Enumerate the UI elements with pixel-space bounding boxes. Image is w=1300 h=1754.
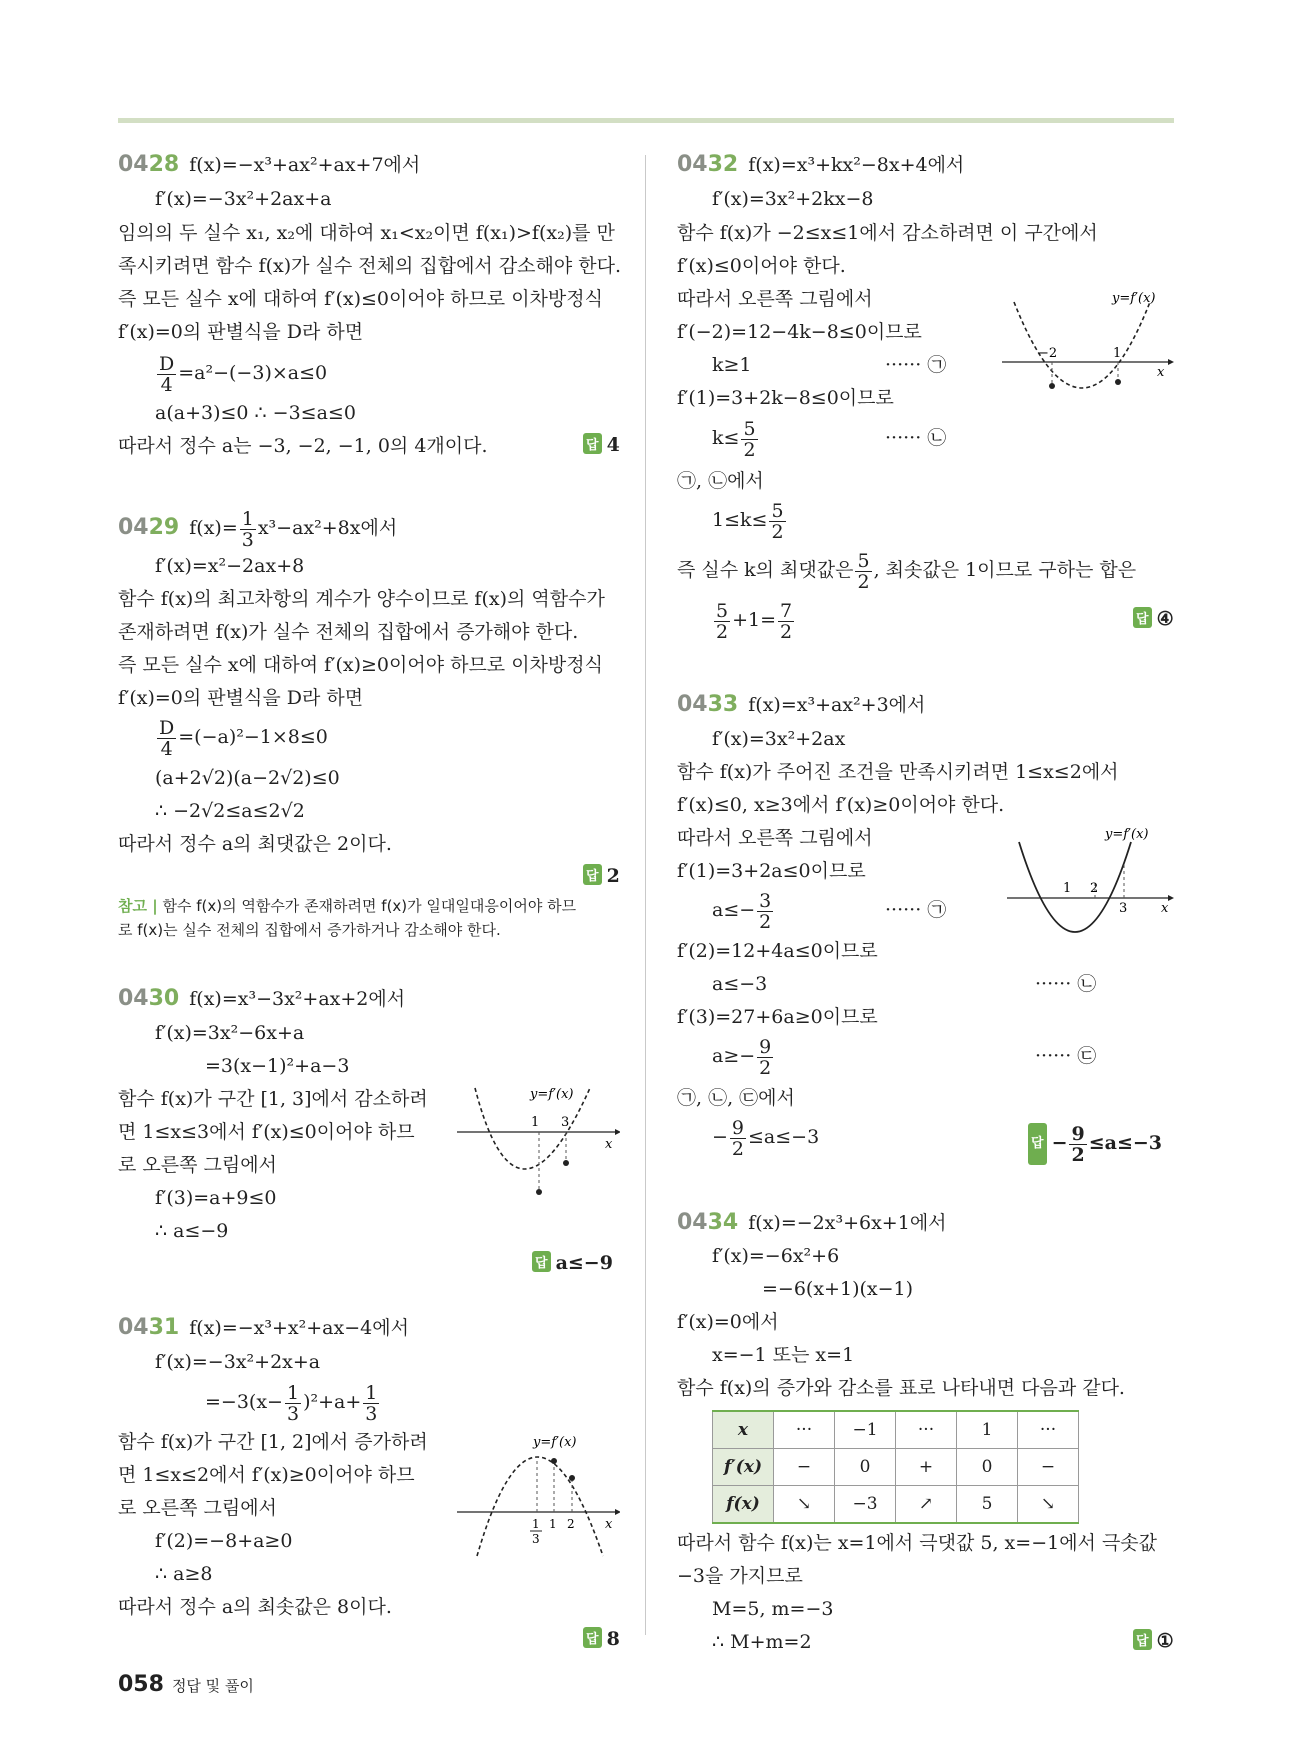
text-line: 면 1≤x≤2에서 f′(x)≥0이어야 하므	[118, 1464, 415, 1486]
fraction: $\frac{5}{2}$	[857, 549, 870, 593]
fraction: $\frac{1}{3}$	[286, 1381, 300, 1425]
answer-0432: 답 ④	[1133, 607, 1174, 630]
problem-0433-header: 0433 f(x)=x³+ax²+3에서	[677, 692, 926, 717]
math-line: − $\frac{9}{2}$ ≤a≤−3	[712, 1116, 820, 1160]
text-line: 로 오른쪽 그림에서	[118, 1497, 277, 1519]
tick-label: 1	[549, 1517, 557, 1531]
text-line: 존재하려면 f(x)가 실수 전체의 집합에서 증가해야 한다.	[118, 621, 579, 643]
table-cell: 1	[957, 1411, 1018, 1449]
answer-0429: 답 2	[583, 864, 620, 887]
math-line: 즉 실수 k의 최댓값은 $\frac{5}{2}$ , 최솟값은 1이므로 구하는 합은	[677, 549, 1137, 593]
table-cell: ↘	[1018, 1486, 1079, 1524]
curve-label: y=f′(x)	[1112, 291, 1156, 306]
problem-0429-header: 0429 f(x)= $\frac{1}{3}$ x³−ax²+8x에서	[118, 507, 398, 551]
tick-label: 1	[1113, 346, 1122, 361]
table-cell: −	[1018, 1449, 1079, 1486]
fraction: $\frac{9}{2}$	[1071, 1122, 1085, 1166]
tick-label: 1	[532, 1517, 540, 1531]
label-marker: ······ ㉡	[1035, 973, 1097, 995]
text-line: 따라서 함수 f(x)는 x=1에서 극댓값 5, x=−1에서 극솟값	[677, 1532, 1158, 1554]
problem-number: 0429	[118, 515, 180, 540]
fraction: $\frac{1}{3}$	[241, 507, 254, 551]
axis-label: x	[605, 1137, 613, 1152]
table-cell: ···	[1018, 1411, 1079, 1449]
answer-0430: 답 a≤−9	[532, 1251, 613, 1274]
text-line: =3(x−1)²+a−3	[205, 1055, 350, 1077]
table-cell: 5	[957, 1486, 1018, 1524]
curve-label: y=f′(x)	[1105, 827, 1149, 842]
text-line: 즉 모든 실수 x에 대하여 f′(x)≥0이어야 하므로 이차방정식	[118, 654, 603, 676]
text-line: f′(3)=27+6a≥0이므로	[677, 1006, 878, 1028]
table-cell: x	[713, 1411, 774, 1449]
text-line: ∴ −2√2≤a≤2√2	[155, 800, 305, 822]
table-cell: −	[774, 1449, 835, 1486]
label-marker: ······ ㉡	[885, 427, 947, 449]
table-cell: 0	[957, 1449, 1018, 1486]
fraction: $\frac{9}{2}$	[731, 1116, 745, 1160]
text-line: f′(−2)=12−4k−8≤0이므로	[677, 321, 922, 343]
label-marker: ······ ㉠	[885, 899, 947, 921]
text-line: ∴ a≤−9	[155, 1220, 229, 1242]
text-line: 함수 f(x)가 구간 [1, 2]에서 증가하려	[118, 1431, 428, 1453]
text-line: ㉠, ㉡, ㉢에서	[677, 1087, 795, 1109]
page-number: 058	[118, 1672, 164, 1697]
top-rule	[118, 118, 1174, 123]
table-row	[713, 1411, 1079, 1449]
graph-0431	[455, 1428, 620, 1558]
text-line: 따라서 정수 a는 −3, −2, −1, 0의 4개이다.	[118, 435, 488, 457]
label-marker: ······ ㉢	[1035, 1045, 1097, 1067]
text-line: 함수 f(x)가 −2≤x≤1에서 감소하려면 이 구간에서	[677, 222, 1098, 244]
text-line: ∴ a≥8	[155, 1563, 213, 1585]
curve-label: y=f′(x)	[530, 1087, 574, 1102]
text-line: =−6(x+1)(x−1)	[762, 1278, 914, 1300]
fraction: $\frac{3}{2}$	[759, 889, 772, 933]
table-cell: 0	[835, 1449, 896, 1486]
problem-number: 0433	[677, 692, 739, 717]
math-line: =−3(x− $\frac{1}{3}$ )²+a+ $\frac{1}{3}$	[205, 1381, 378, 1425]
text-line: f′(x)=3x²−6x+a	[155, 1022, 305, 1044]
problem-0430-header: 0430 f(x)=x³−3x²+ax+2에서	[118, 986, 406, 1011]
math-line: $\frac{5}{2}$ +1= $\frac{7}{2}$	[716, 599, 793, 643]
text-line: f′(x)=x²−2ax+8	[155, 555, 305, 577]
text-line: 함수 f(x)가 주어진 조건을 만족시키려면 1≤x≤2에서	[677, 761, 1119, 783]
text-line: f′(x)≤0, x≥3에서 f′(x)≥0이어야 한다.	[677, 794, 1005, 816]
text-line: x=−1 또는 x=1	[712, 1344, 855, 1366]
text-line: a(a+3)≤0 ∴ −3≤a≤0	[155, 402, 356, 424]
table-row	[713, 1486, 1079, 1524]
fraction: $\frac{7}{2}$	[780, 599, 793, 643]
text-line: f′(x)=0의 판별식을 D라 하면	[118, 687, 364, 709]
tick-label: 2	[1090, 881, 1099, 896]
text-line: −3을 가지므로	[677, 1565, 803, 1587]
answer-0433: 답 − $\frac{9}{2}$ ≤a≤−3	[1028, 1123, 1162, 1165]
curve-label: y=f′(x)	[533, 1435, 577, 1450]
table-cell: ···	[774, 1411, 835, 1449]
problem-0434-header: 0434 f(x)=−2x³+6x+1에서	[677, 1210, 947, 1235]
text-line: f′(x)=0의 판별식을 D라 하면	[118, 321, 364, 343]
text-line: f′(1)=3+2a≤0이므로	[677, 860, 866, 882]
problem-number: 0431	[118, 1315, 180, 1340]
text-line: 로 오른쪽 그림에서	[118, 1154, 277, 1176]
table-cell: ↘	[774, 1486, 835, 1524]
table-cell: ↗	[896, 1486, 957, 1524]
problem-number: 0434	[677, 1210, 739, 1235]
math-line: k≤ $\frac{5}{2}$	[712, 417, 756, 461]
text-line: f′(x)=−3x²+2x+a	[155, 1351, 321, 1373]
problem-0432-header: 0432 f(x)=x³+kx²−8x+4에서	[677, 152, 965, 177]
tick-label: 1	[531, 1115, 540, 1130]
fraction: $\frac{D}{4}$	[159, 716, 175, 760]
column-divider	[645, 155, 646, 1635]
text-line: 즉 모든 실수 x에 대하여 f′(x)≤0이어야 하므로 이차방정식	[118, 288, 603, 310]
text-line: (a+2√2)(a−2√2)≤0	[155, 767, 340, 789]
text-line: f′(x)=−6x²+6	[712, 1245, 840, 1267]
table-row	[713, 1449, 1079, 1486]
graph-0432	[1000, 284, 1175, 414]
text-line: f′(x)=−3x²+2ax+a	[155, 188, 332, 210]
fraction: $\frac{9}{2}$	[759, 1035, 772, 1079]
graph-0430	[455, 1080, 620, 1220]
answer-0434: 답 ①	[1133, 1629, 1174, 1652]
math-line: a≥− $\frac{9}{2}$	[712, 1035, 772, 1079]
variation-table	[712, 1410, 1079, 1524]
problem-0428-header: 0428 f(x)=−x³+ax²+ax+7에서	[118, 152, 421, 177]
table-cell: f′(x)	[713, 1449, 774, 1486]
fraction: $\frac{1}{3}$	[365, 1381, 378, 1425]
fraction: $\frac{D}{4}$	[159, 352, 175, 396]
text-line: a≤−3	[712, 973, 768, 995]
text-line: 따라서 오른쪽 그림에서	[677, 288, 873, 310]
text-line: 함수 f(x)가 구간 [1, 3]에서 감소하려	[118, 1088, 428, 1110]
axis-label: x	[605, 1517, 613, 1532]
problem-0431-header: 0431 f(x)=−x³+x²+ax−4에서	[118, 1315, 409, 1340]
reference-note: 참고 | 함수 f(x)의 역함수가 존재하려면 f(x)가 일대일대응이어야 하므 로 f(x)는 실수 전체의 집합에서 증가하거나 감소해야 한다.	[118, 897, 577, 939]
math-line: $\frac{D}{4}$ =(−a)²−1×8≤0	[159, 716, 328, 760]
table-cell: +	[896, 1449, 957, 1486]
text-line: 따라서 정수 a의 최솟값은 8이다.	[118, 1596, 392, 1618]
page-footer	[118, 1672, 254, 1697]
fraction: $\frac{5}{2}$	[743, 417, 756, 461]
text-line: k≥1	[712, 354, 752, 376]
text-line: M=5, m=−3	[712, 1598, 834, 1620]
fraction: $\frac{5}{2}$	[716, 599, 729, 643]
math-line: $\frac{D}{4}$ =a²−(−3)×a≤0	[159, 352, 328, 396]
answer-0431: 답 8	[583, 1627, 620, 1650]
text-line: f′(1)=3+2k−8≤0이므로	[677, 387, 894, 409]
text-line: 따라서 정수 a의 최댓값은 2이다.	[118, 833, 392, 855]
text-line: f′(x)=3x²+2ax	[712, 728, 846, 750]
math-line: 1≤k≤ $\frac{5}{2}$	[712, 499, 784, 543]
tick-label: 3	[1119, 901, 1128, 916]
fraction: $\frac{5}{2}$	[771, 499, 784, 543]
text-line: f′(2)=−8+a≥0	[155, 1530, 293, 1552]
text-line: 따라서 오른쪽 그림에서	[677, 827, 873, 849]
axis-label: x	[1161, 901, 1169, 916]
tick-label: 3	[561, 1115, 570, 1130]
graph-0433	[1005, 822, 1175, 972]
axis-label: x	[1157, 365, 1165, 380]
text-line: 족시키려면 함수 f(x)가 실수 전체의 집합에서 감소해야 한다.	[118, 255, 622, 277]
text-line: ∴ M+m=2	[712, 1631, 812, 1653]
problem-number: 0430	[118, 986, 180, 1011]
tick-label: 1	[1063, 881, 1072, 896]
text-line: 임의의 두 실수 x₁, x₂에 대하여 x₁<x₂이면 f(x₁)>f(x₂)를 만	[118, 222, 615, 244]
footer-text: 정답 및 풀이	[171, 1677, 254, 1695]
text-line: f′(x)=3x²+2kx−8	[712, 188, 874, 210]
tick-label: 3	[532, 1532, 540, 1546]
text-line: 함수 f(x)의 최고차항의 계수가 양수이므로 f(x)의 역함수가	[118, 588, 605, 610]
table-cell: f(x)	[713, 1486, 774, 1524]
text-line: f′(2)=12+4a≤0이므로	[677, 940, 878, 962]
text-line: 함수 f(x)의 증가와 감소를 표로 나타내면 다음과 같다.	[677, 1377, 1125, 1399]
text-line: f′(x)≤0이어야 한다.	[677, 255, 846, 277]
tick-label: −2	[1038, 346, 1058, 361]
answer-0428: 답 4	[583, 433, 620, 456]
table-cell: −1	[835, 1411, 896, 1449]
table-cell: ···	[896, 1411, 957, 1449]
label-marker: ······ ㉠	[885, 354, 947, 376]
tick-label: 2	[567, 1517, 575, 1531]
text-line: f′(x)=0에서	[677, 1311, 779, 1333]
text-line: 면 1≤x≤3에서 f′(x)≤0이어야 하므	[118, 1121, 415, 1143]
text-line: ㉠, ㉡에서	[677, 470, 764, 492]
math-line: a≤− $\frac{3}{2}$	[712, 889, 772, 933]
table-cell: −3	[835, 1486, 896, 1524]
problem-number: 0432	[677, 152, 739, 177]
problem-number: 0428	[118, 152, 180, 177]
text-line: f′(3)=a+9≤0	[155, 1187, 277, 1209]
